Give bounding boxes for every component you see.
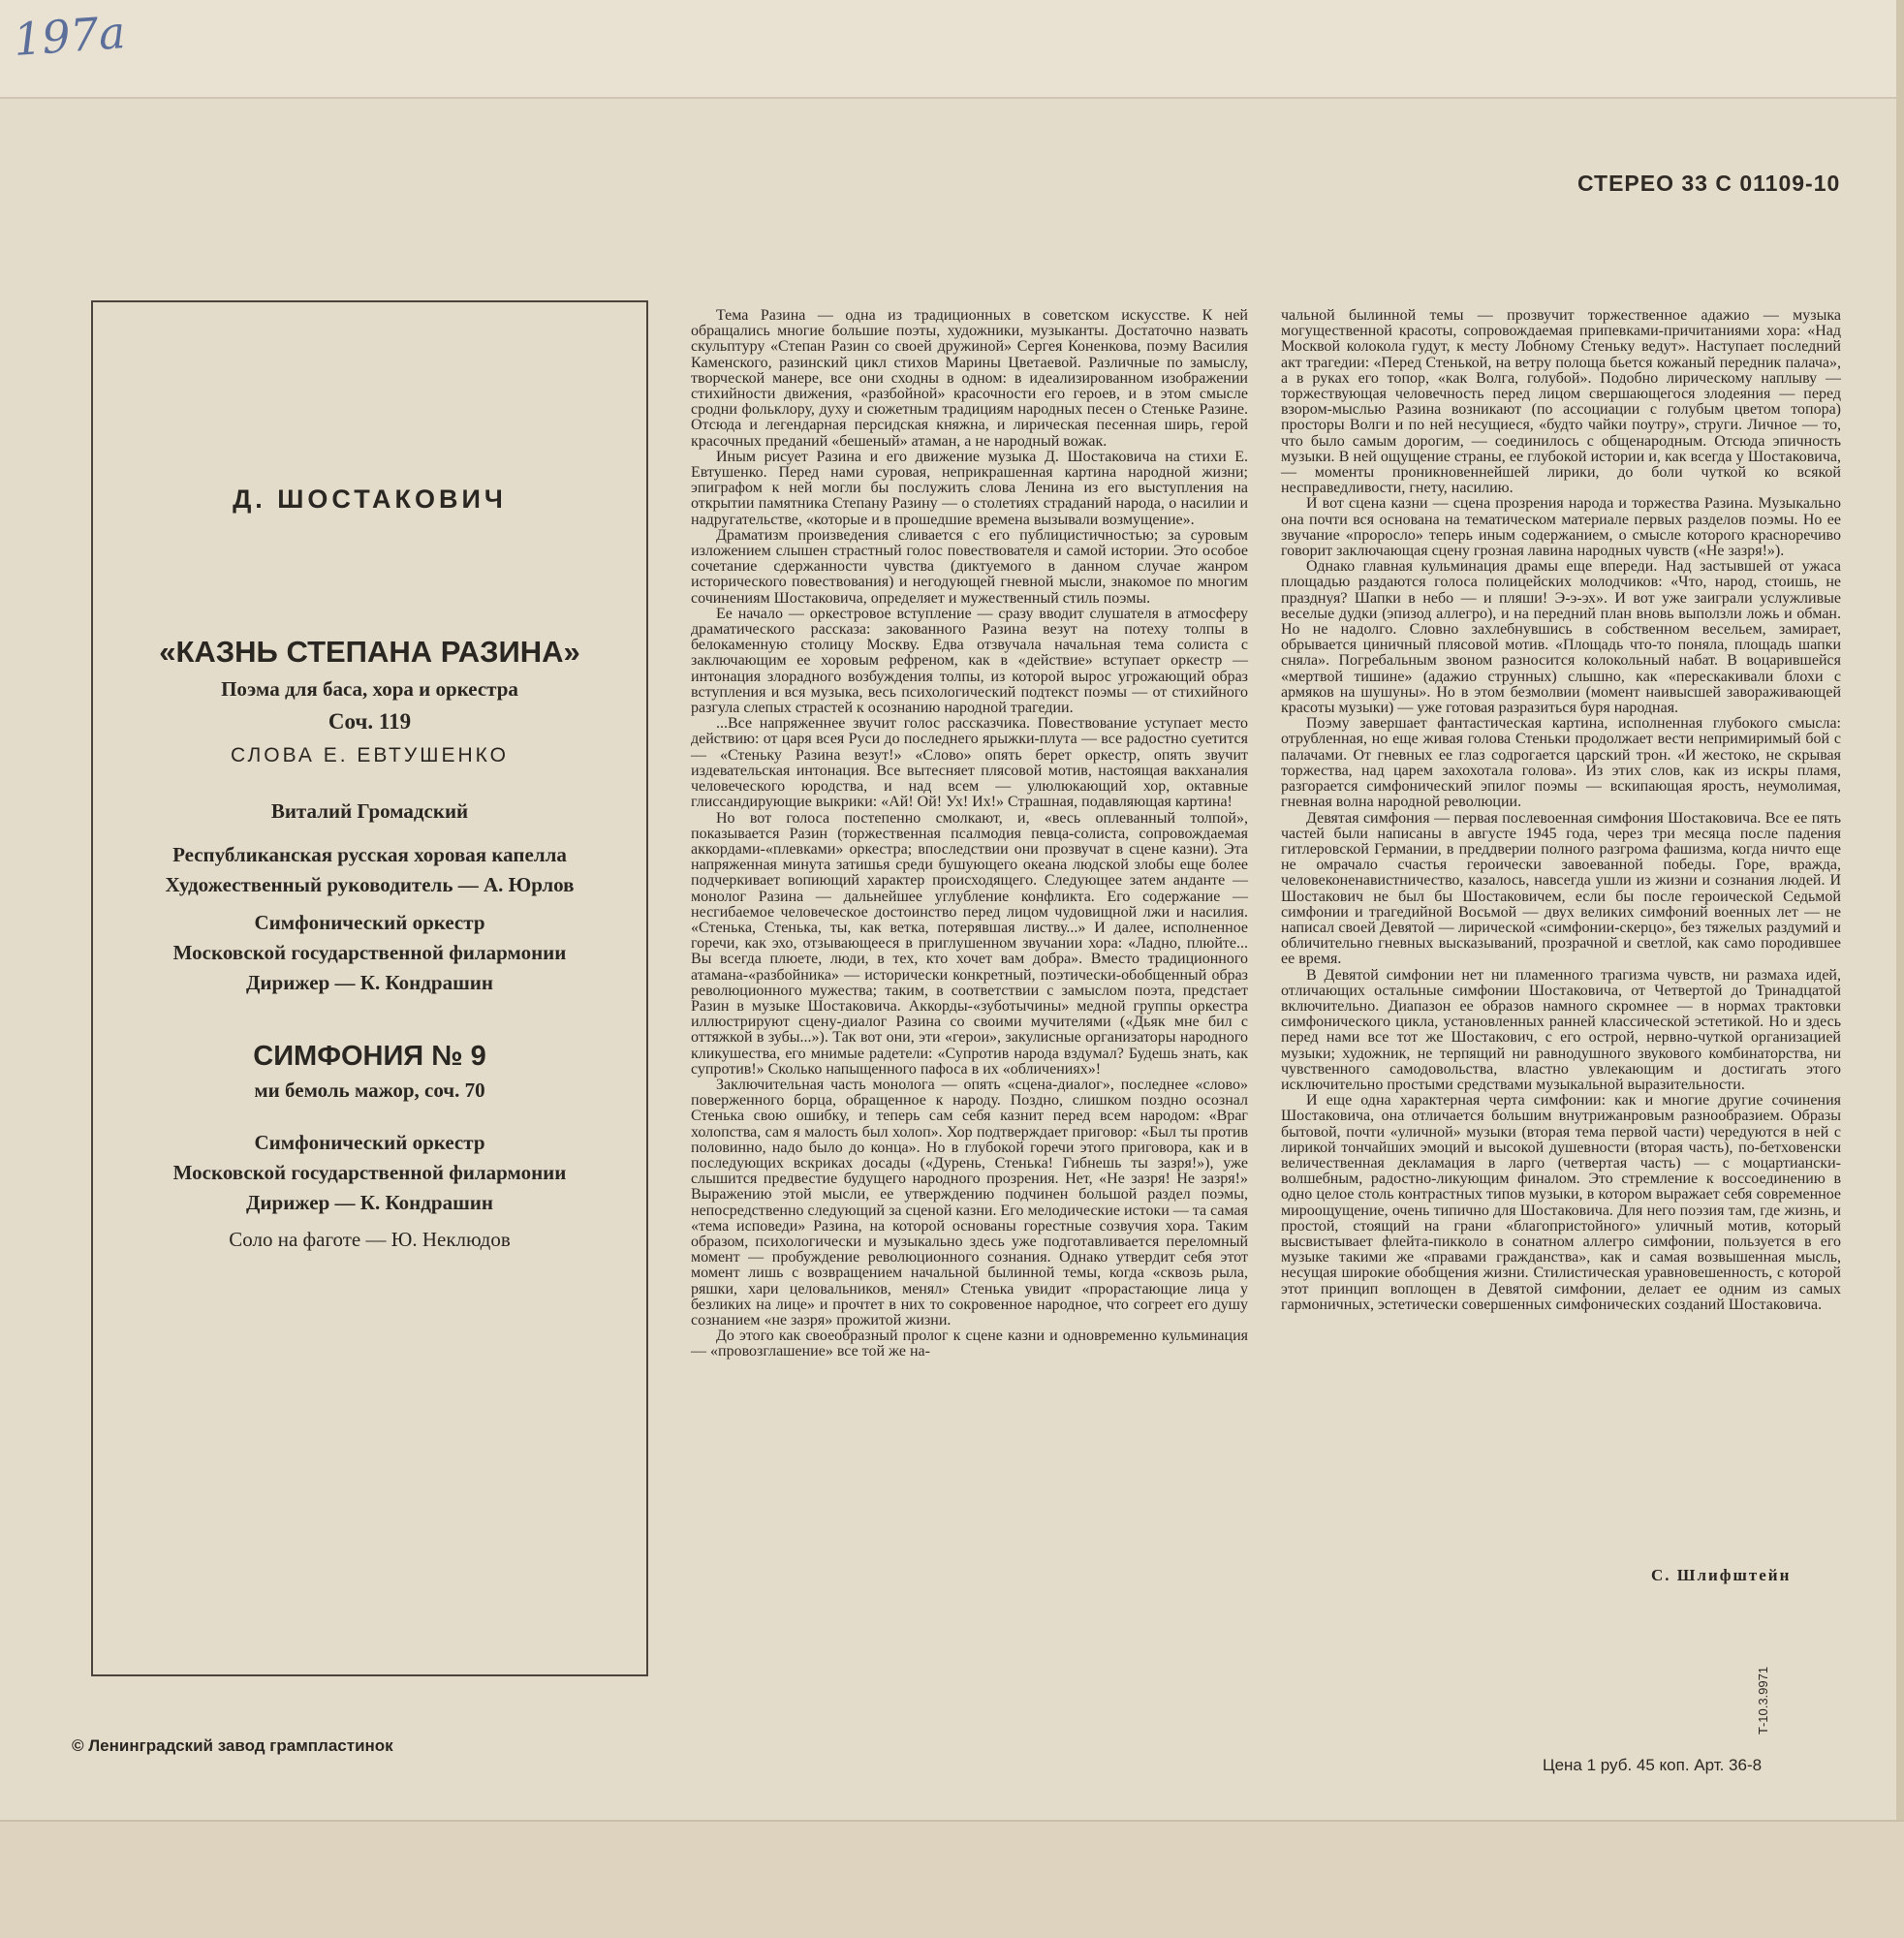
work-subtitle: Поэма для баса, хора и оркестра [221,677,518,701]
top-sleeve-band [0,0,1904,99]
paragraph: Девятая симфония — первая послевоенная симфония Шостаковича. Все ее пять частей были написаны в августе 1945 года, через три месяца после падения гитлеровской Германии, в преддверии полного разгрома фашизма, когда ничто еще не омрачало счастья героически завоеванной победы. Горе, вражда, человеконенавистничество, казалось, навсегда ушли из жизни и сознания людей. И Шостакович не был бы Шостаковичем, если бы после героической Седьмой симфонии и трагедийной Восьмой — двух великих симфоний военных лет — не написал своей Девятой — лирической «симфонии-скерцо», без тяжелых раздумий и обличительно гневных высказываний, прозрачной и светлой, как само породившее ее время. [1281,809,1841,968]
performer-line: Дирижер — К. Кондрашин [245,1191,493,1214]
paragraph: Тема Разина — одна из традиционных в советском искусстве. К ней обращались многие большие поэты, художники, музыканты. Достаточно назвать скульптуру «Степан Разин со своей дружиной» Сергея Коненкова, поэму Василия Каменского, разинский цикл стихов Марины Цветаевой. Различные по замыслу, творческой манере, все они сходны в одном: в идеализированном изображении стихийности движения, «разбойной» красочности его героев, и в этом смысле сродни фольклору, духу и сюжетным традициям народных песен о Стеньке Разине. Отсюда и легендарная персидская княжна, и лирическая песенная ширь, герой красочных преданий «бешеный» атаман, а не народный вожак. [691,307,1248,450]
symphony-title: СИМФОНИЯ № 9 [253,1041,486,1072]
paragraph: Драматизм произведения сливается с его публицистичностью; за суровым изложением слышен страстный голос повествователя и самой истории. Это особое сочетание сдержанности чувства (диктуемого в данном случае жанром исторического повествования) и негодующей гневной мысли, знакомое по многим сочинениям Шостаковича, определяет и мужественный стиль поэмы. [691,526,1248,607]
words-credit: СЛОВА Е. ЕВТУШЕНКО [231,744,509,766]
symphony-subtitle: ми бемоль мажор, соч. 70 [254,1078,485,1102]
work-opus: Соч. 119 [328,709,412,734]
credits-block [91,484,648,1252]
performer-line: Дирижер — К. Кондрашин [245,971,493,994]
performer-line: Московской государственной филармонии [172,1161,567,1184]
catalog-number: СТЕРЕО 33 С 01109-10 [1577,171,1841,196]
author-signature: С. Шлифштейн [1651,1566,1792,1584]
paragraph: И еще одна характерная черта симфонии: как и многие другие сочинения Шостаковича, она отличается большим внутрижанровым разнообразием. Образы бытовой, почти «уличной» музыки (вторая тема первой части) чередуются в ней с лирикой тончайших эмоций и высокой душевности (вторая часть), по-бетховенски величественная декламация в ларго (четвертая часть) — с моцартиански-волшебным, радостно-ликующим финалом. Это стремление к воссоединению в одно целое столь контрастных типов музыки, в котором выражает себя современное мироощущение, очень типично для Шостаковича. Для него поэзия там, где жизнь, и простой, стоящий на грани «благопристойного» уличный мотив, который высвистывает флейта-пикколо в сонатном аллегро симфонии, пользуется в его музыке такими же «правами гражданства», как и самая возвышенная мысль, несущая широкие обобщения жизни. Стилистическая уравновешенность, с которой этот принцип воплощен в Девятой симфонии, делает ее одним из самых гармоничных, эстетически совершенных симфонических созданий Шостаковича. [1281,1092,1841,1313]
performer-line: Республиканская русская хоровая капелла [172,843,567,866]
print-code: Т-10.3.9971 [1756,1666,1770,1735]
paragraph: И вот сцена казни — сцена прозрения народа и торжества Разина. Музыкально она почти вся основана на тематическом материале первых разделов поэмы. Но ее звучание «проросло» теперь иным содержанием, о смысле которого красноречиво говорит заключающая сцену грозная лавина народных чувств («Не зазря!»). [1281,495,1841,560]
paragraph: Однако главная кульминация драмы еще впереди. Над застывшей от ужаса площадью раздаются голоса полицейских молодчиков: «Что, народ, стоишь, не празднуя? Шапки в небо — и пляши! Э-э-эх». И вот уже заиграли услужливые веселые дудки (эпизод аллегро), и на передний план вновь выползли ложь и обман. Но не надолго. Словно захлебнувшись в собственном весельем, замирает, обрывается циничный плясовой мотив. «Площадь что-то поняла, площадь шапки сняла». Погребальным звоном разносится колокольный набат. В воцарившейся «мертвой тишине» (адажио струнных) слышно, как «перескакивали блохи с армяков на шушуны». Но в этом безмолвии (момент наивысшей завораживающей красоты музыки) — уже готовая разразиться буря народная. [1281,558,1841,717]
paragraph: Иным рисует Разина и его движение музыка Д. Шостаковича на стихи Е. Евтушенко. Перед нами суровая, неприкрашенная картина народной жизни; эпиграфом к ней могли бы послужить слова Ленина из его выступления на открытии памятника Степану Разину — о столетиях страданий народа, о насилии и надругательстве, «которые и в прошедшие времена вызывали возмущение». [691,448,1248,528]
solo-credit: Соло на фаготе — Ю. Неклюдов [229,1228,511,1251]
bottom-sleeve-band [0,1820,1904,1938]
paragraph: чальной былинной темы — прозвучит торжественное адажио — музыка могущественной красоты, сопровождаемая припевками-причитаниями хора: «Над Москвой колокола гудут, к месту Лобному Стеньку ведут». Наступает последний акт трагедии: «Перед Стенькой, на ветру полоща бьется кожаный передник палача», а в руках его топор, «как Волга, голубой». Подобно лирическому наплыву — торжествующая человечность перед лицом свершающегося злодеяния — перед взором-мыслью Разина возникают (по ассоциации с голубым цветом топора) просторы Волги и по ней несущиеся, «будто чайки поутру», струги. Личное — то, что было самым дорогим, — соединилось с общенародным. Отсюда эпичность музыки. В ней ощущение страны, ее глубокой истории и, как всегда у Шостаковича, — моменты проникновеннейшей лирики, до боли чуткой ко всякой несправедливости, гнету, насилию. [1281,307,1841,497]
paragraph: Заключительная часть монолога — опять «сцена-диалог», последнее «слово» поверженного борца, обращенное к народу. Поздно, слишком поздно осознал Стенька свою ошибку, и теперь сам себя казнит перед всем народом: «Враг холопства, сам я малость был холоп». Хор подтверждает приговор: «Был ты против половинно, надо было до конца». Но в глубокой горечи этого приговора, как и в последующих вскриках досады («Дурень, Стенька! Гибнешь ты зазря!»), уже слышится предвестие будущего народного прозрения. Нет, «Не зазря! Не зазря!» Выражению этой мысли, ее утверждению подчинен большой раздел поэмы, непосредственно следующий за сценой казни. Его мелодические истоки — та самая «тема исповеди» Разина, на которой основаны горестные созвучия хора. Таким образом, психологически и музыкально здесь уже подготавливается переломный момент — пробуждение революционного сознания. Однако утвердит себя этот момент лишь с возвращением начальной былинной темы, когда «сквозь рыла, ряшки, хари целовальников, менял» Стенька увидит «прорастающие лица у безликих на лице» и прочтет в них то сокровенное народное, что согреет его душу сознанием «не зазря» прожитой жизни. [691,1076,1248,1328]
performer-line: Симфонический оркестр [254,911,485,934]
work-title: «КАЗНЬ СТЕПАНА РАЗИНА» [159,635,580,669]
liner-notes-column-2 [1281,308,1841,1313]
performer-line: Художественный руководитель — А. Юрлов [165,873,575,896]
performer-line: Московской государственной филармонии [172,941,567,964]
copyright-notice: © Ленинградский завод грампластинок [72,1736,393,1755]
paragraph: До этого как своеобразный пролог к сцене казни и одновременно кульминация — «провозглашение» все той же на- [691,1328,1248,1360]
performer-line: Виталий Громадский [270,799,469,823]
paragraph: Ее начало — оркестровое вступление — сразу вводит слушателя в атмосферу драматического рассказа: закованного Разина везут на потеху толпы в белокаменную столицу Москву. Едва отзвучала начальная тема солиста с заключающим ее хоровым рефреном, как в «действие» вступает оркестр — интонация злорадного возбуждения толпы, из которой вырос угрожающий образ вступления и вся музыка, весь психологический подтекст поэмы — от стихийного разгула слепых страстей к осознанию народной трагедии. [691,605,1248,717]
paragraph: Поэму завершает фантастическая картина, исполненная глубокого смысла: отрубленная, но еще живая голова Стеньки продолжает вести непримиримый бой с палачами. От гневных ее глаз содрогается царский трон. «И жестоко, не скрывая торжества, над царем захохотала голова». Из этих слов, как из искры пламя, разгорается симфонический эпилог поэмы — вскипающая ярость, неумолимая, гневная волна народной революции. [1281,715,1841,811]
paragraph: ...Все напряженнее звучит голос рассказчика. Повествование уступает место действию: от царя всея Руси до последнего ярыжки-плута — все радостно суетится — «Стеньку Разина везут!» «Слово» опять берет оркестр, опять звучит издевательская интонация. Все вытесняет плясовой мотив, настоящая вакханалия человеческого юродства, и над всем — улюлюкающий хор, октавные глиссандирующие выкрики: «Ай! Ой! Ух! Их!» Страшная, подавляющая картина! [691,715,1248,811]
sleeve-edge [1896,0,1904,1938]
performer-line: Симфонический оркестр [254,1131,485,1154]
handwritten-note: 197a [12,6,127,66]
price-label: Цена 1 руб. 45 коп. Арт. 36-8 [1543,1756,1763,1774]
paragraph: В Девятой симфонии нет ни пламенного трагизма чувств, ни размаха идей, отличающих остальные симфонии Шостаковича, от Четвертой до Тринадцатой включительно. Диапазон ее образов намного скромнее — в нормах трактовки симфонического цикла, установленных ранней классической эстетикой. Но и здесь перед нами все тот же Шостакович, с его острой, нервно-чуткой организацией музыки; художник, не терпящий ни равнодушного звукового комбинаторства, ни чувственного самодовольства, властно увлекающим и достигать этого исключительно простыми средствами музыкальной выразительности. [1281,966,1841,1093]
paragraph: Но вот голоса постепенно смолкают, и, «весь оплеванный толпой», показывается Разин (торжественная псалмодия певца-солиста, сопровождаемая аккордами-«плевками» оркестра; впоследствии они прозвучат в сцене казни). Эта напряженная минута затишья среди бушующего океана людской злобы еще более подчеркивает вопиющий характер происходящего. Следующее затем анданте — монолог Разина — дальнейшее углубление конфликта. Его содержание — несгибаемое человеческое достоинство перед лицом чудовищной лжи и насилия. «Стенька, Стенька, ты, как ветка, потерявшая листву...» И далее, исполненное горечи, как эхо, отзывающееся в приглушенном звучании хора: «Ладно, плюйте... Вы всегда плюете, люди, в тех, кто хочет вам добра». Вместо традиционного атамана-«разбойника» — исторически конкретный, поэтически-обобщенный образ революционного мужества; таким, в соответствии с замыслом поэта, предстает Разин в музыке Шостаковича. Аккорды-«зуботычины» медной группы оркестра иллюстрируют сцену-диалог Разина со своими мучителями («Дьяк мне бил с оттяжкой в зубы...»). Так вот они, эти «герои», закулисные организаторы народного кликушества, его мнимые радетели: «Супротив народа вздумал? Будешь знать, как супротив!» Сколько напыщенного пафоса в их «обличениях»! [691,809,1248,1078]
composer-name: Д. ШОСТАКОВИЧ [233,484,507,514]
liner-notes-column-1 [691,308,1248,1360]
